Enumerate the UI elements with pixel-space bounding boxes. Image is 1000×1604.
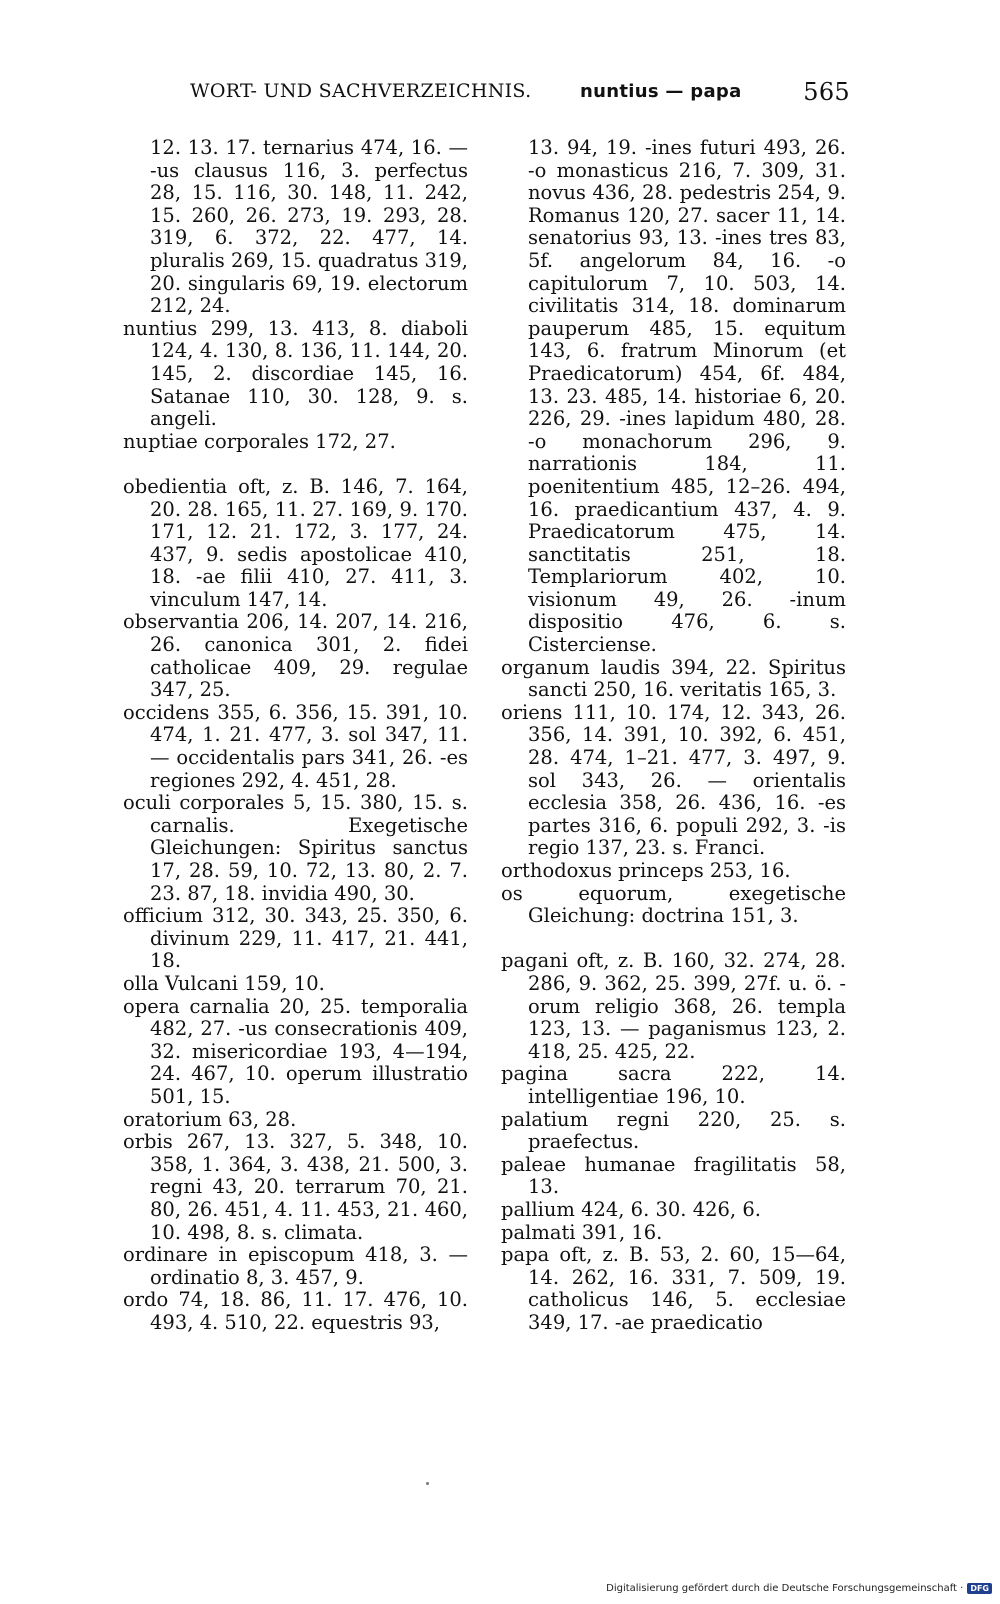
page-number: 565: [803, 78, 850, 106]
index-entry-continuation: 13. 94, 19. -ines futuri 493, 26. -o monasticus 216, 7. 309, 31. novus 436, 28. pedestris 254, 9. Romanus 120, 27. sacer 11, 14. senatorius 93, 13. -ines tres 83, 5f. angelorum 84, 16. -o capitulorum 7, 10. 503, 14. civilitatis 314, 18. dominarum pauperum 485, 15. equitum 143, 6. fratrum Minorum (et Praedicatorum) 454, 6f. 484, 13. 23. 485, 14. historiae 6, 20. 226, 29. -ines lapidum 480, 28. -o monachorum 296, 9. narrationis 184, 11. poenitentium 485, 12–26. 494, 16. praedicantium 437, 4. 9. Praedicatorum 475, 14. sanctitatis 251, 18. Templariorum 402, 10. visionum 49, 26. -inum dispositio 476, 6. s. Cisterciense.: [528, 136, 846, 657]
running-header: [190, 78, 850, 112]
index-entry-opera: opera carnalia 20, 25. temporalia 482, 27. -us consecrationis 409, 32. misericordiae 193, 4—194, 24. 467, 10. operum illustratio 501, 15.: [123, 994, 468, 1108]
index-entry-ordinare: ordinare in episcopum 418, 3. — ordinatio 8, 3. 457, 9.: [123, 1243, 468, 1289]
index-entry-nuntius: nuntius 299, 13. 413, 8. diaboli 124, 4. 130, 8. 136, 11. 144, 20. 145, 2. discordiae 145, 16. Satanae 110, 30. 128, 9. s. angeli.: [123, 316, 468, 431]
index-entry-observantia: observantia 206, 14. 207, 14. 216, 26. canonica 301, 2. fidei catholicae 409, 29. regulae 347, 25.: [123, 610, 468, 702]
index-entry-paleae: paleae humanae fragilitatis 58, 13.: [501, 1152, 846, 1199]
index-entry-os: os equorum, exegetische Gleichung: doctrina 151, 3.: [501, 881, 846, 928]
section-gap: [123, 453, 468, 476]
footer-credit-text: Digitalisierung gefördert durch die Deutsche Forschungsgemeinschaft ·: [606, 1583, 964, 1594]
print-speck: [426, 1482, 429, 1485]
index-entry-ordo: ordo 74, 18. 86, 11. 17. 476, 10. 493, 4. 510, 22. equestris 93,: [123, 1288, 468, 1334]
index-entry-nuptiae: nuptiae corporales 172, 27.: [123, 429, 396, 453]
index-entry-palatium: palatium regni 220, 25. s. praefectus.: [501, 1107, 846, 1154]
index-entry-officium: officium 312, 30. 343, 25. 350, 6. divinum 229, 11. 417, 21. 441, 18.: [123, 904, 468, 973]
index-entry-oculi: oculi corporales 5, 15. 380, 15. s. carnalis. Exegetische Gleichungen: Spiritus sanctus 17, 28. 59, 10. 72, 13. 80, 2. 7. 23. 87, 18. invidia 490, 30.: [123, 791, 468, 905]
index-entry-organum: organum laudis 394, 22. Spiritus sancti 250, 16. veritatis 165, 3.: [501, 655, 846, 702]
dfg-logo: DFG: [967, 1583, 992, 1594]
index-entry-continuation: 12. 13. 17. ternarius 474, 16. — -us clausus 116, 3. perfectus 28, 15. 116, 30. 148, 11. 242, 15. 260, 26. 273, 19. 293, 28. 319, 6. 372, 22. 477, 14. pluralis 269, 15. quadratus 319, 20. singularis 69, 19. electorum 212, 24.: [150, 136, 468, 318]
section-gap: [501, 928, 846, 951]
index-entry-oriens: oriens 111, 10. 174, 12. 343, 26. 356, 14. 391, 10. 392, 6. 451, 28. 474, 1–21. 477, 3. 497, 9. sol 343, 26. — orientalis ecclesia 358, 26. 436, 16. -es partes 316, 6. populi 292, 3. -is regio 137, 23. s. Franci.: [501, 700, 846, 860]
index-entry-pagani: pagani oft, z. B. 160, 32. 274, 28. 286, 9. 362, 25. 399, 27f. u. ö. -orum religio 368, 26. templa 123, 13. — paganismus 123, 2. 418, 25. 425, 22.: [501, 949, 846, 1063]
index-entry-obedientia: obedientia oft, z. B. 146, 7. 164, 20. 28. 165, 11. 27. 169, 9. 170. 171, 12. 21. 172, 3. 177, 24. 437, 9. sedis apostolicae 410, 18. -ae filii 410, 27. 411, 3. vinculum 147, 14.: [123, 474, 468, 611]
index-column-right: [501, 137, 846, 1334]
digitization-footer: [606, 1583, 992, 1594]
header-title: WORT- UND SACHVERZEICHNIS.: [190, 80, 532, 102]
index-entry-olla: olla Vulcani 159, 10.: [123, 971, 325, 995]
index-column-left: [123, 137, 468, 1334]
index-entry-pagina: pagina sacra 222, 14. intelligentiae 196, 10.: [501, 1062, 846, 1108]
header-entry-range: nuntius — papa: [580, 81, 742, 102]
index-entry-occidens: occidens 355, 6. 356, 15. 391, 10. 474, 1. 21. 477, 3. sol 347, 11. — occidentalis pars 341, 26. -es regiones 292, 4. 451, 28.: [123, 700, 468, 792]
index-entry-orbis: orbis 267, 13. 327, 5. 348, 10. 358, 1. 364, 3. 438, 21. 500, 3. regni 43, 20. terrarum 70, 21. 80, 26. 451, 4. 11. 453, 21. 460, 10. 498, 8. s. climata.: [123, 1130, 468, 1244]
index-entry-palmati: palmati 391, 16.: [501, 1220, 663, 1244]
index-entry-pallium: pallium 424, 6. 30. 426, 6.: [501, 1197, 761, 1221]
index-entry-papa: papa oft, z. B. 53, 2. 60, 15—64, 14. 262, 16. 331, 7. 509, 19. catholicus 146, 5. ecclesiae 349, 17. -ae praedicatio: [501, 1243, 846, 1334]
index-entry-orthodoxus: orthodoxus princeps 253, 16.: [501, 859, 791, 882]
index-entry-oratorium: oratorium 63, 28.: [123, 1107, 297, 1131]
